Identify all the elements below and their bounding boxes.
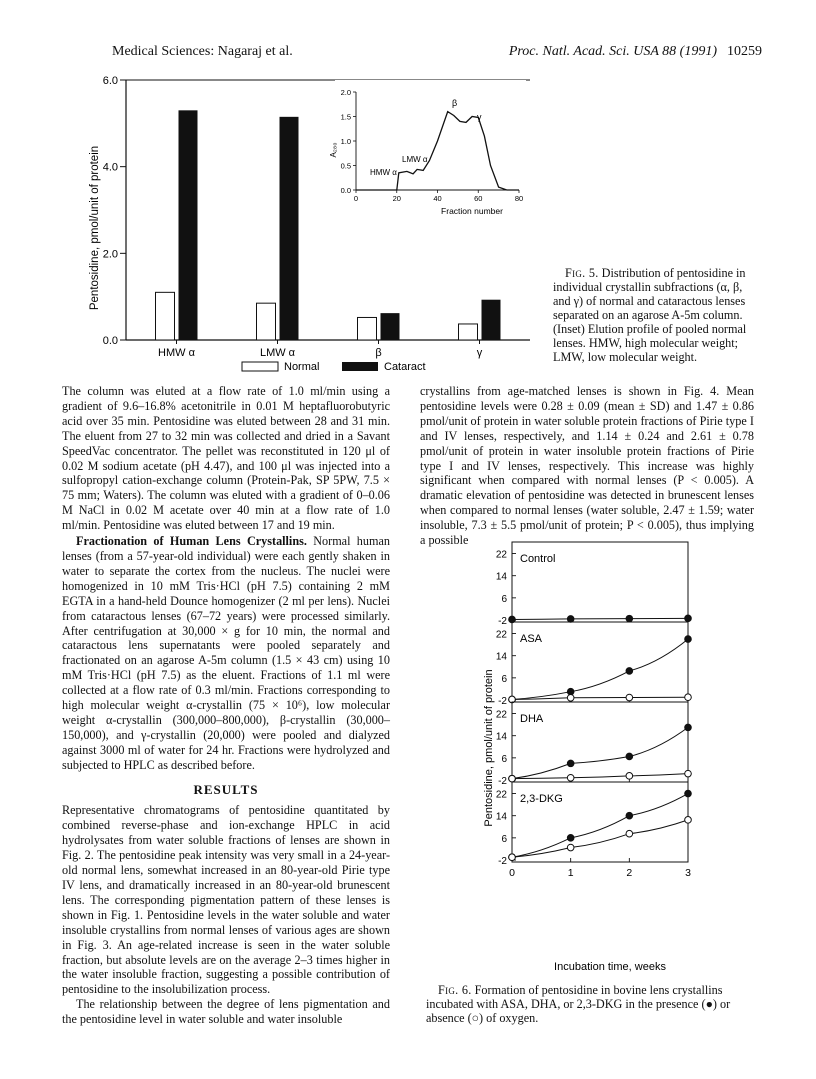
panel-label: Control	[520, 553, 556, 565]
inset-ytick-label: 0.0	[340, 186, 351, 195]
results-heading: RESULTS	[193, 781, 259, 797]
point-filled	[685, 636, 692, 643]
paragraph-fractionation	[62, 534, 390, 773]
ytick-label: 14	[495, 811, 507, 823]
ytick-label: 14	[495, 651, 507, 663]
fig6-xtick-label: 1	[567, 867, 574, 879]
fig6-xtick-label: 0	[509, 867, 515, 879]
page-number: 10259	[727, 44, 762, 59]
bar-normal	[156, 292, 175, 340]
bar-cataract	[381, 313, 400, 340]
point-filled	[626, 753, 633, 760]
point-open	[685, 817, 692, 824]
point-filled	[685, 615, 692, 622]
bar-normal	[358, 317, 377, 340]
panel-label: 2,3-DKG	[520, 793, 563, 805]
inset-label-hmw: HMW α	[370, 168, 397, 177]
figure-5-bar-chart	[80, 66, 540, 376]
point-open	[567, 694, 574, 701]
point-open	[626, 773, 633, 780]
fig5-ytick-label: 6.0	[102, 75, 118, 87]
point-filled	[567, 835, 574, 842]
series-oxygen-line	[512, 618, 688, 619]
legend-normal-label: Normal	[284, 361, 320, 373]
point-open	[685, 770, 692, 777]
point-filled	[626, 812, 633, 819]
point-filled	[685, 790, 692, 797]
fig6-xtick-label: 3	[685, 867, 691, 879]
bar-normal	[257, 303, 276, 340]
point-open	[509, 775, 516, 782]
bar-cataract	[179, 110, 198, 340]
fig5-caption-label: Fig. 5.	[565, 266, 599, 280]
right-column	[420, 384, 754, 548]
fig5-legend	[242, 361, 426, 373]
fig6-panel-asa	[496, 622, 691, 707]
fig5-caption	[553, 266, 753, 364]
inset-xtick-label: 20	[392, 194, 401, 203]
inset-xtick-label: 80	[514, 194, 524, 203]
fractionation-body: Normal human lenses (from a 57-year-old individual) were each gently shaken in water to separate the cortex from the nucleus. The nuclei were homogenized in 10 mM Tris·HCl (pH 7.5) containing 2 mM EGTA in a hand-held Dounce homogenizer (2 ml per lens). Nuclei from cataractous lenses (67–72 years) were processed similarly. After centrifugation at 30,000 × g for 10 min, the normal and cataractous lens supernatants were pooled separately and fractionated on an agarose A-5m column (1.5 × 43 cm) using 10 mM Tris·HCl (pH 7.5) as the eluent. Fractions of 1.1 ml were collected at a flow rate of 0.3 ml/min. Fractions corresponding to high molecular weight α-crystallin (75 × 10⁶), low molecular weight α-crystallin (300,000–800,000), β-crystallin (30,000–150,000), and γ-crystallin (20,000) were pooled and dialyzed against 3000 ml of water for 24 hr. Fractions were hydrolyzed and subjected to HPLC as described before.	[62, 534, 390, 772]
paragraph-results-2: The relationship between the degree of lens pigmentation and the pentosidine level in water soluble and water insoluble	[62, 997, 390, 1027]
ytick-label: 22	[495, 549, 507, 561]
journal-citation: Proc. Natl. Acad. Sci. USA 88 (1991)	[508, 44, 717, 59]
paragraph-results-1: Representative chromatograms of pentosidine quantitated by combined reverse-phase and ion-exchange HPLC in acid hydrolysates from water soluble fractions of lenses are shown in Fig. 2. The pentosidine peak intensity was very small in a 24-year-old normal lens, somewhat increased in an 80-year-old Pirie type IV lens, and dramatically increased in an 80-year-old brunescent lens. The corresponding pigmentation pattern of these lenses is shown in Fig. 1. Pentosidine levels in the water soluble and water insoluble crystallins from normal lenses of various ages are shown in Fig. 3. An age-related increase is seen in the water soluble fraction, but absolute levels are on the average 2–3 times higher in the water insoluble fraction, suggesting a possible contribution of pentosidine to the insolubilization process.	[62, 803, 390, 997]
inset-background	[335, 80, 526, 220]
point-filled	[626, 668, 633, 675]
left-column	[62, 384, 390, 1027]
fig5-caption-text: Distribution of pentosidine in individual crystallin subfractions (α, β, and γ) of normal and cataractous lenses separated on an agarose A-5m column. (Inset) Elution profile of pooled normal lenses. HMW, high molecular weight; LMW, low molecular weight.	[553, 266, 747, 364]
inset-ytick-label: 2.0	[340, 88, 351, 97]
ytick-label: 6	[501, 593, 507, 605]
fig5-ylabel: Pentosidine, pmol/unit of protein	[89, 145, 101, 311]
fig6-caption-text: Formation of pentosidine in bovine lens crystallins incubated with ASA, DHA, or 2,3-DKG in the presence (●) or absence (○) of oxygen.	[426, 983, 731, 1025]
inset-ytick-label: 1.5	[340, 112, 351, 122]
bar-cataract	[482, 300, 501, 340]
inset-xlabel: Fraction number	[441, 206, 503, 216]
legend-cataract-label: Cataract	[384, 361, 426, 373]
fig6-xlabel: Incubation time, weeks	[554, 961, 666, 973]
fig6-caption	[426, 983, 756, 1025]
ytick-label: 6	[501, 753, 507, 765]
ytick-label: -2	[498, 696, 507, 707]
series-no-oxygen-line	[512, 820, 688, 857]
point-filled	[567, 616, 574, 623]
fig6-caption-label: Fig. 6.	[438, 983, 472, 997]
inset-label-lmw: LMW α	[402, 155, 428, 164]
series-no-oxygen-line	[512, 697, 688, 699]
running-header-right	[509, 44, 762, 60]
bar-cataract	[280, 117, 299, 340]
ytick-label: -2	[498, 616, 507, 627]
point-filled	[626, 615, 633, 622]
fig5-category-label: LMW α	[259, 347, 296, 359]
ytick-label: 22	[495, 629, 507, 641]
running-header-left: Medical Sciences: Nagaraj et al.	[112, 44, 293, 59]
ytick-label: -2	[498, 856, 507, 867]
fractionation-heading: Fractionation of Human Lens Crystallins.	[76, 534, 307, 549]
fig6-panels	[496, 542, 691, 879]
figure-6-line-charts	[470, 538, 710, 978]
bar-normal	[459, 324, 478, 340]
inset-ylabel: A₂₈₀	[329, 142, 338, 158]
point-filled	[685, 724, 692, 731]
fig5-ytick-label: 2.0	[102, 248, 118, 261]
ytick-label: 14	[495, 731, 507, 743]
inset-xtick-label: 60	[474, 194, 483, 203]
series-oxygen-line	[512, 639, 688, 699]
inset-xtick-label: 40	[433, 194, 442, 203]
ytick-label: 22	[495, 709, 507, 721]
point-open	[509, 854, 516, 861]
fig6-panel-dha	[496, 702, 691, 787]
point-open	[626, 830, 633, 837]
fig6-xtick-label: 2	[626, 867, 633, 879]
inset-ytick-label: 1.0	[340, 137, 351, 146]
ytick-label: 6	[501, 833, 507, 845]
ytick-label: 14	[495, 571, 507, 583]
inset-label-gamma: γ	[477, 112, 482, 122]
ytick-label: 22	[495, 789, 507, 801]
point-open	[567, 774, 574, 781]
fig6-panel-control	[496, 542, 691, 627]
series-oxygen-line	[512, 727, 688, 778]
inset-label-beta: β	[452, 98, 458, 108]
legend-cataract-swatch	[342, 362, 378, 371]
fig5-category-label: γ	[476, 347, 483, 359]
legend-normal-swatch	[242, 362, 278, 371]
fig5-ytick-label: 0.0	[102, 335, 118, 347]
fig5-category-label: HMW α	[158, 347, 195, 359]
ytick-label: 6	[501, 673, 507, 685]
fig6-ylabel: Pentosidine, pmol/unit of protein	[483, 669, 495, 827]
inset-xtick-label: 0	[353, 194, 359, 203]
fig5-ytick-label: 4.0	[102, 161, 118, 174]
fig6-panel-2-3-dkg	[496, 782, 691, 867]
paragraph-hplc-method: The column was eluted at a flow rate of 1.0 ml/min using a gradient of 9.6–16.8% acetonitrile in 0.01 M heptafluorobutyric acid over 35 min. Pentosidine was eluted between 28 and 31 min. The eluent from 27 to 32 min was collected and dried in a Savant SpeedVac concentrator. The pellet was reconstituted in 120 μl of 0.02 M sodium acetate (pH 4.47), and 100 μl was injected into a sulfopropyl cation-exchange column (Protein-Pak, SP 5PW, 7.5 × 75 mm; Waters). The column was eluted with a gradient of 0–0.06 M NaCl in 0.02 M acetate over 40 min at a flow rate of 1.0 ml/min. Pentosidine was eluted between 17 and 19 min.	[62, 384, 390, 533]
panel-label: ASA	[520, 633, 543, 645]
paragraph-results-continued: crystallins from age-matched lenses is shown in Fig. 4. Mean pentosidine levels were 0.28 ± 0.09 (mean ± SD) and 1.47 ± 0.86 pmol/unit of protein in water soluble protein fractions of Pirie type I and IV lenses, respectively, and 1.14 ± 0.24 and 2.61 ± 0.78 pmol/unit of protein in water insoluble protein fractions of Pirie type I and IV lenses, respectively. This increase was highly significant when compared with normal lenses (P < 0.005). A dramatic elevation of pentosidine was detected in brunescent lenses when compared to normal lenses (water soluble, 2.47 ± 1.59; water insoluble, 7.3 ± 5.5 pmol/unit of protein; P < 0.005), thus implying a possible	[420, 384, 754, 548]
fig5-category-label: β	[375, 347, 382, 359]
point-filled	[567, 760, 574, 767]
point-open	[685, 694, 692, 701]
fig5-inset-elution-profile	[329, 80, 526, 220]
point-open	[567, 844, 574, 851]
series-no-oxygen-line	[512, 774, 688, 779]
ytick-label: -2	[498, 776, 507, 787]
panel-label: DHA	[520, 713, 544, 725]
inset-ytick-label: 0.5	[340, 161, 351, 171]
point-open	[626, 694, 633, 701]
